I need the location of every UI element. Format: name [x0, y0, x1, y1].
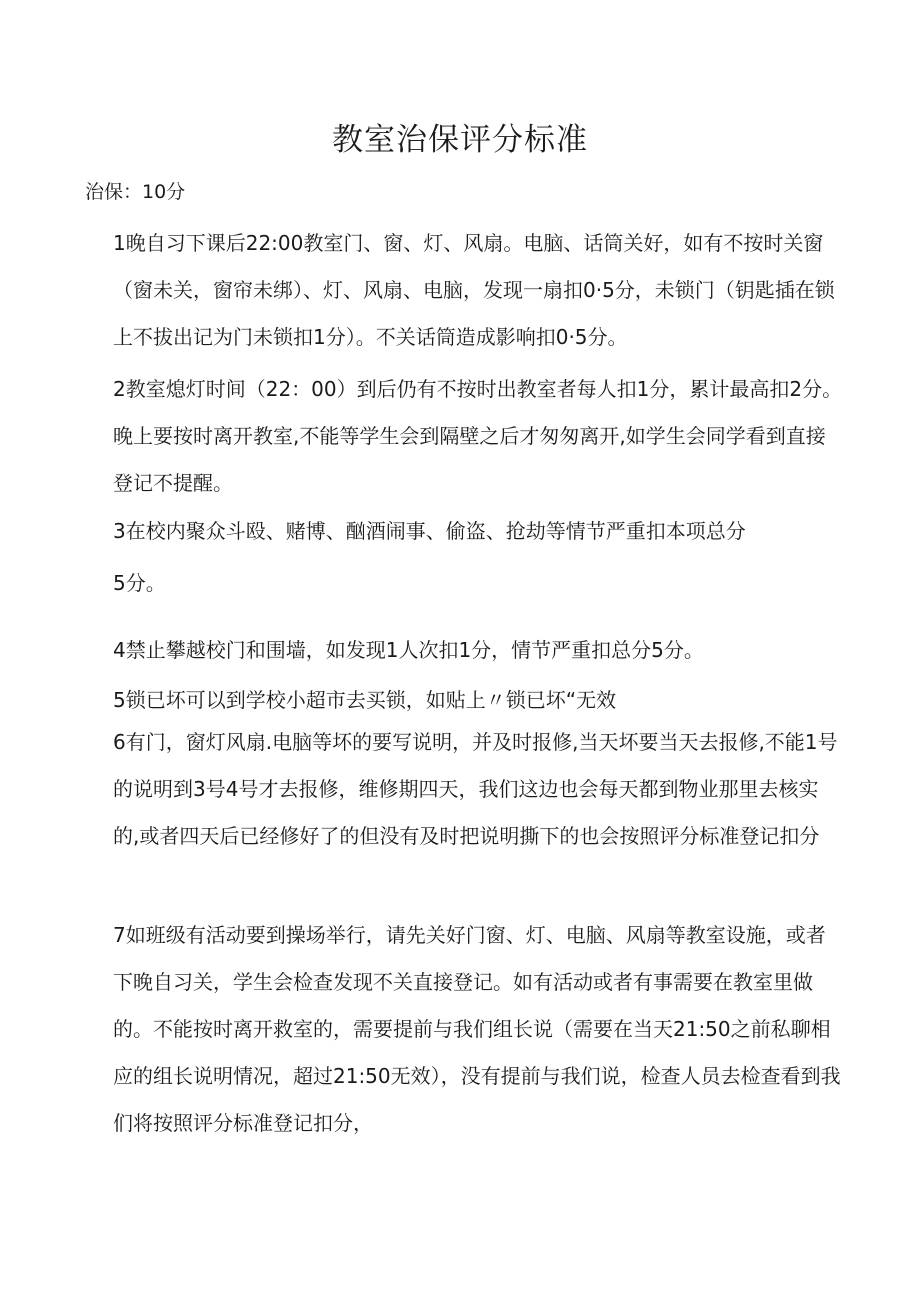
document-title: 教室治保评分标准	[332, 122, 588, 158]
rule-item-2: 2教室熄灯时间（22：00）到后仍有不按时出教室者每人扣1分，累计最高扣2分。晚上要按时离开教室,不能等学生会到隔壁之后才匆匆离开,如学生会同学看到直接登记不提醒。	[113, 377, 843, 495]
section-heading: 治保：10分	[85, 181, 186, 203]
rule-item-3-continuation: 5分。	[113, 571, 166, 595]
rule-item-5: 5锁已坏可以到学校小超市去买锁，如贴上〃锁已坏“无效	[113, 688, 617, 712]
rule-item-3: 3在校内聚众斗殴、赌博、酗酒闹事、偷盗、抢劫等情节严重扣本项总分	[113, 519, 746, 543]
rule-item-1: 1晚自习下课后22:00教室门、窗、灯、风扇。电脑、话筒关好，如有不按时关窗（窗未关，窗帘未绑）、灯、风扇、电脑，发现一扇扣0·5分，未锁门（钥匙插在锁上不拔出记为门未锁扣1分）。不关话筒造成影响扣0·5分。	[113, 231, 835, 349]
rule-item-7: 7如班级有活动要到操场举行，请先关好门窗、灯、电脑、风扇等教室设施，或者下晚自习关，学生会检查发现不关直接登记。如有活动或者有事需要在教室里做的。不能按时离开救室的，需要提前与我们组长说（需要在当天21:50之前私聊相应的组长说明情况，超过21:50无效），没有提前与我们说，检查人员去检查看到我们将按照评分标准登记扣分，	[113, 923, 841, 1135]
rule-item-6: 6有门，窗灯风扇.电脑等坏的要写说明，并及时报修,当天坏要当天去报修,不能1号的说明到3号4号才去报修，维修期四天，我们这边也会每天都到物业那里去核实的,或者四天后已经修好了的但没有及时把说明撕下的也会按照评分标准登记扣分	[113, 730, 838, 848]
rule-item-4: 4禁止攀越校门和围墙，如发现1人次扣1分，情节严重扣总分5分。	[113, 638, 704, 662]
